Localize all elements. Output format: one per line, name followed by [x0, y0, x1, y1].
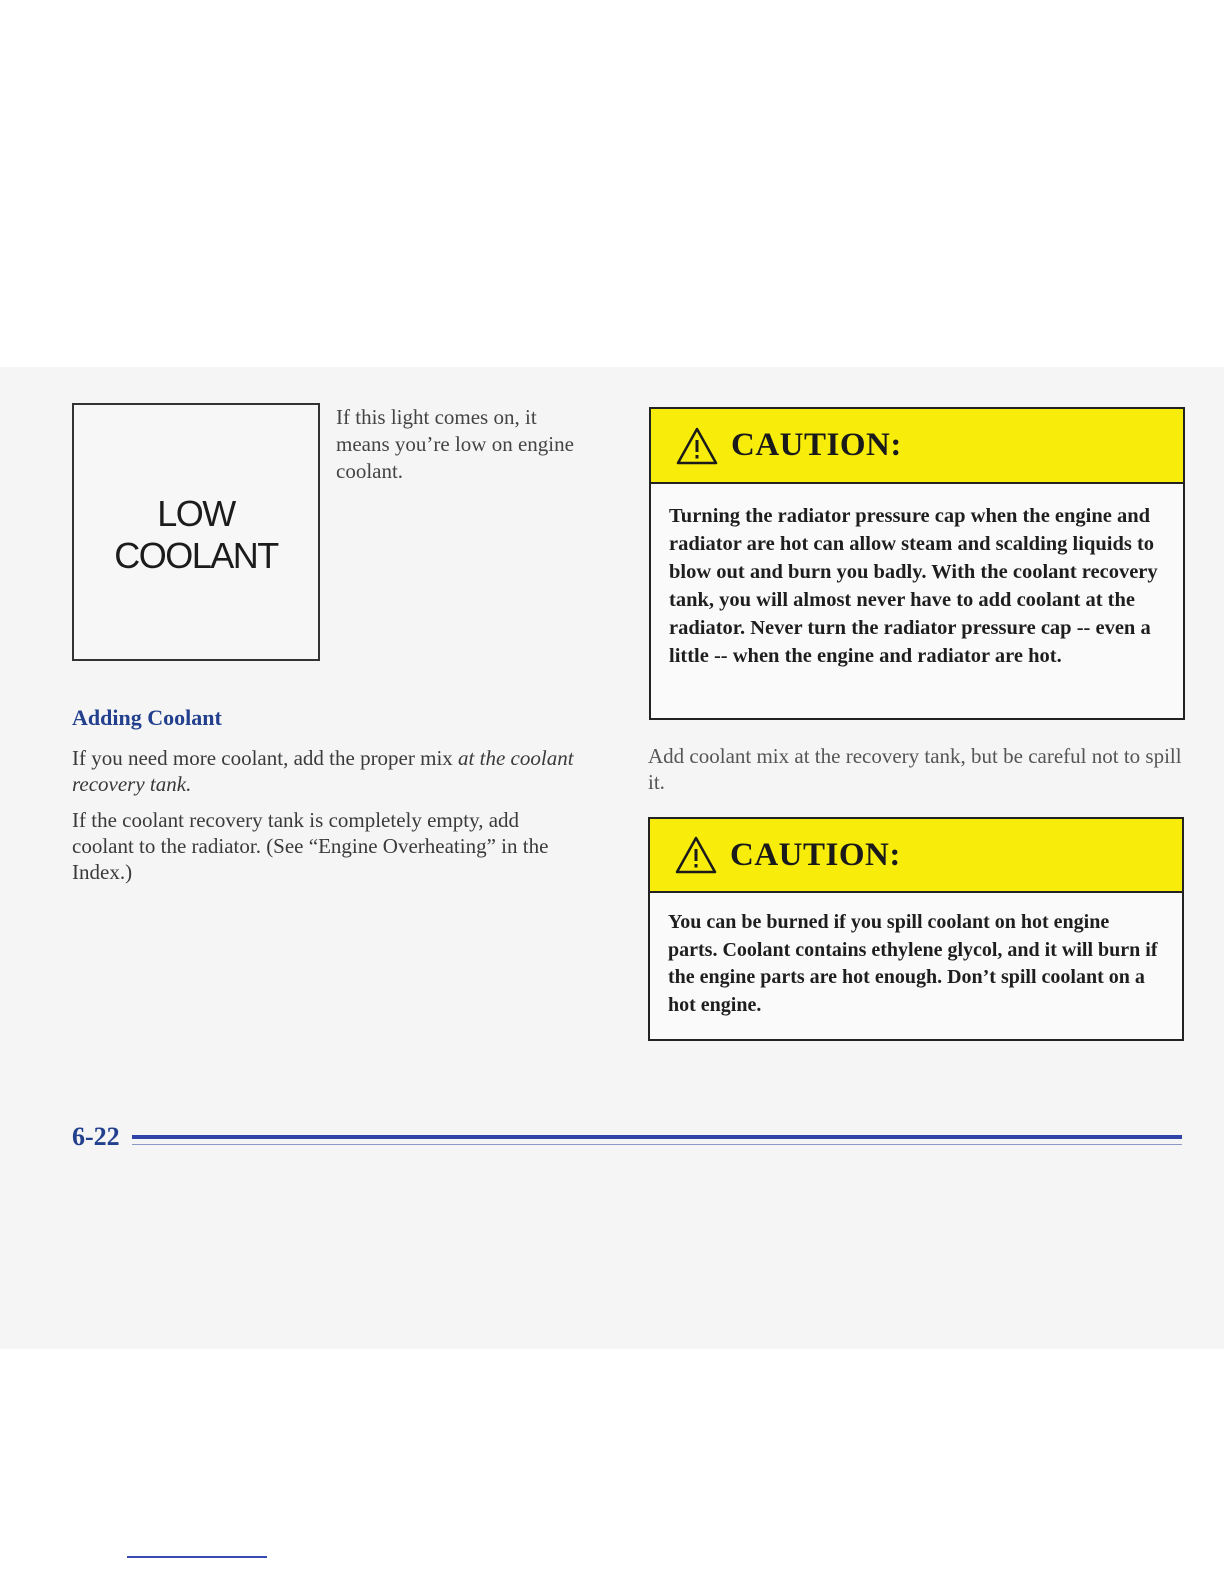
caution-body: You can be burned if you spill coolant on hot engine parts. Coolant contains ethylene glycol, and it will burn if the engine parts are hot enough. Don’t spill coolant on a hot engine. — [668, 911, 1158, 1016]
indicator-line-coolant: COOLANT — [114, 535, 278, 576]
caution-box-radiator-cap — [649, 407, 1185, 720]
section-heading: Adding Coolant — [72, 705, 222, 730]
indicator-line-low: LOW — [157, 493, 235, 534]
caution-header — [650, 819, 1182, 893]
caution-body: Turning the radiator pressure cap when the engine and radiator are hot can allow steam and scalding liquids to blow out and burn you badly. With the coolant recovery tank, you will almost never have to add coolant at the radiator. Never turn the radiator pressure cap -- even a little -- when the engine and radiator are hot. — [669, 505, 1158, 667]
caution-header — [651, 409, 1183, 484]
paragraph-1-emphasis: at the coolant recovery tank. — [72, 746, 574, 796]
paragraph-1-text: If you need more coolant, add the proper mix — [72, 746, 459, 770]
adding-coolant-paragraph-1 — [72, 745, 577, 797]
page-number: 6-22 — [72, 1122, 120, 1151]
footer-rule — [132, 1135, 1182, 1139]
indicator-label — [74, 493, 318, 577]
adding-coolant-paragraph-2: If the coolant recovery tank is completely empty, add coolant to the radiator. (See “Engine Overheating” in the Index.) — [72, 808, 549, 884]
warning-triangle-icon — [675, 426, 719, 466]
indicator-description: If this light comes on, it means you’re low on engine coolant. — [336, 405, 574, 483]
caution-title: CAUTION: — [730, 836, 901, 873]
low-coolant-indicator-light — [72, 403, 320, 661]
bottom-link-underline[interactable] — [127, 1556, 267, 1558]
warning-triangle-icon — [674, 835, 718, 875]
footer-rule-thin — [132, 1144, 1182, 1145]
caution-title: CAUTION: — [731, 427, 902, 463]
recovery-tank-paragraph: Add coolant mix at the recovery tank, but be careful not to spill it. — [648, 744, 1182, 794]
caution-box-spill — [648, 817, 1184, 1041]
